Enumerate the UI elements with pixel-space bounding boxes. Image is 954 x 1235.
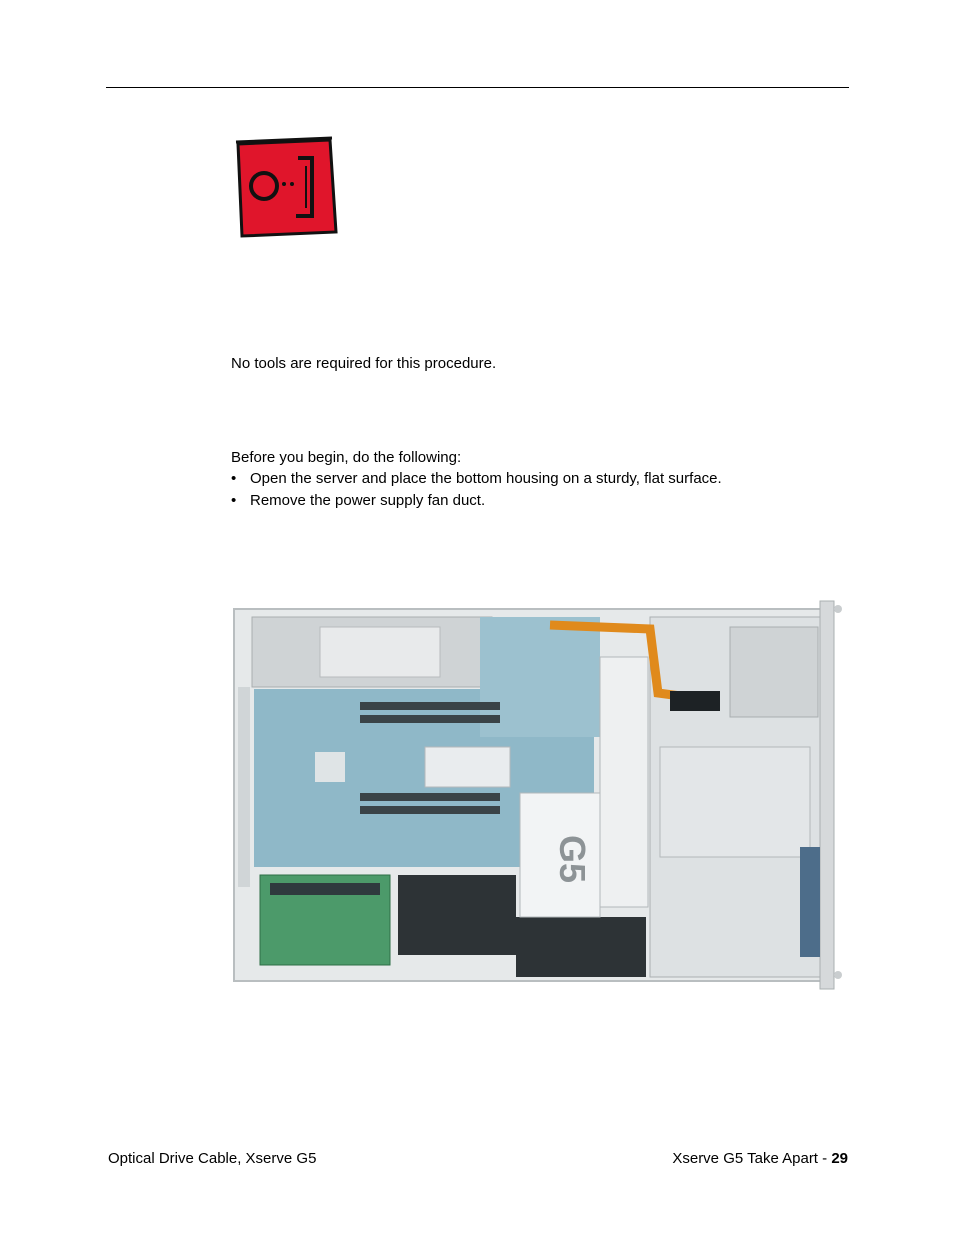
header-rule	[106, 87, 849, 88]
no-tools-icon	[232, 136, 340, 240]
footer-right	[672, 1150, 848, 1167]
bullet: •	[231, 470, 237, 487]
prereq-list	[231, 469, 722, 513]
bullet: •	[231, 492, 237, 509]
xserve-interior-photo	[230, 597, 850, 993]
prereq-intro: Before you begin, do the following:	[231, 449, 462, 466]
g5-label: G5	[552, 834, 593, 884]
footer-left: Optical Drive Cable, Xserve G5	[108, 1150, 317, 1167]
list-item-text: Open the server and place the bottom housing on a sturdy, flat surface.	[250, 470, 722, 487]
list-item	[231, 469, 722, 491]
footer-title: Xserve G5 Take Apart -	[672, 1150, 832, 1167]
tools-text: No tools are required for this procedure.	[231, 355, 497, 372]
list-item	[231, 491, 722, 513]
page-number: 29	[831, 1150, 848, 1167]
list-item-text: Remove the power supply fan duct.	[250, 492, 486, 509]
